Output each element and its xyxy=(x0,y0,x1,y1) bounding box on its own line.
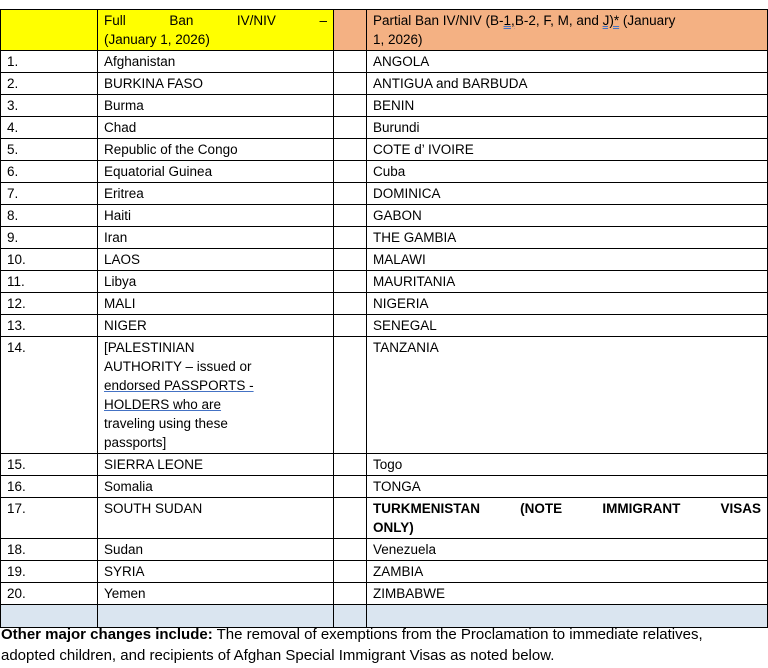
partial-ban-country: MAURITANIA xyxy=(367,271,768,293)
table-row xyxy=(1,95,768,117)
full-ban-country: Sudan xyxy=(98,539,334,561)
full-ban-country-palestinian xyxy=(98,337,334,454)
full-ban-country: Somalia xyxy=(98,476,334,498)
full-ban-country: BURKINA FASO xyxy=(98,73,334,95)
row-number: 16. xyxy=(1,476,98,498)
header-partial-ban-line2: 1, 2026) xyxy=(373,32,423,47)
table-row xyxy=(1,271,768,293)
spacer-cell xyxy=(334,95,367,117)
table-row xyxy=(1,227,768,249)
table-row xyxy=(1,315,768,337)
spacer-cell xyxy=(334,498,367,539)
row-number: 15. xyxy=(1,454,98,476)
partial-ban-country: BENIN xyxy=(367,95,768,117)
partial-ban-country: NIGERIA xyxy=(367,293,768,315)
partial-ban-country: COTE d’ IVOIRE xyxy=(367,139,768,161)
spacer-cell xyxy=(334,271,367,293)
partial-ban-country: Venezuela xyxy=(367,539,768,561)
other-changes-line1 xyxy=(1,624,767,645)
header-number-cell xyxy=(1,10,98,51)
row-number: 14. xyxy=(1,337,98,454)
header-full-ban-line2: (January 1, 2026) xyxy=(104,32,210,47)
table-row xyxy=(1,293,768,315)
table-row xyxy=(1,454,768,476)
spacer-cell xyxy=(334,249,367,271)
header-partial-pre: Partial Ban IV/NIV (B- xyxy=(373,13,504,28)
full-ban-country: NIGER xyxy=(98,315,334,337)
turkmenistan-line2: ONLY) xyxy=(373,520,414,535)
partial-ban-country: ANGOLA xyxy=(367,51,768,73)
table-row xyxy=(1,205,768,227)
row-number: 8. xyxy=(1,205,98,227)
other-changes-line2: adopted children, and recipients of Afghan Special Immigrant Visas as noted below. xyxy=(1,647,555,664)
table-row xyxy=(1,561,768,583)
table-row xyxy=(1,249,768,271)
row-number: 7. xyxy=(1,183,98,205)
partial-ban-country: TANZANIA xyxy=(367,337,768,454)
turkmenistan-line1: TURKMENISTAN (NOTE IMMIGRANT VISAS xyxy=(373,501,761,516)
table-row xyxy=(1,183,768,205)
row-number: 18. xyxy=(1,539,98,561)
spacer-cell xyxy=(334,205,367,227)
ban-table xyxy=(0,9,768,628)
row-number: 3. xyxy=(1,95,98,117)
row-number: 19. xyxy=(1,561,98,583)
spacer-cell xyxy=(334,476,367,498)
table-row xyxy=(1,539,768,561)
spacer-cell xyxy=(334,139,367,161)
table-row xyxy=(1,161,768,183)
header-partial-ban xyxy=(367,10,768,51)
palestinian-underlined: endorsed PASSPORTS - xyxy=(104,378,254,393)
full-ban-country: SOUTH SUDAN xyxy=(98,498,334,539)
partial-ban-country: ZIMBABWE xyxy=(367,583,768,605)
row-number: 5. xyxy=(1,139,98,161)
spacer-cell xyxy=(334,51,367,73)
partial-ban-country: Burundi xyxy=(367,117,768,139)
other-changes-text: The removal of exemptions from the Proclamation to immediate relatives, xyxy=(212,626,703,643)
partial-ban-country: MALAWI xyxy=(367,249,768,271)
full-ban-country: Afghanistan xyxy=(98,51,334,73)
row-number: 12. xyxy=(1,293,98,315)
full-ban-country: Republic of the Congo xyxy=(98,139,334,161)
partial-ban-country: DOMINICA xyxy=(367,183,768,205)
table-row xyxy=(1,51,768,73)
row-number: 11. xyxy=(1,271,98,293)
spacer-cell xyxy=(334,539,367,561)
table-header-row xyxy=(1,10,768,51)
partial-ban-country: Cuba xyxy=(367,161,768,183)
table-row xyxy=(1,73,768,95)
palestinian-line xyxy=(104,376,327,395)
partial-ban-country: SENEGAL xyxy=(367,315,768,337)
row-number: 13. xyxy=(1,315,98,337)
palestinian-underlined: HOLDERS who are xyxy=(104,397,222,412)
full-ban-country: SYRIA xyxy=(98,561,334,583)
spacer-cell xyxy=(334,183,367,205)
full-ban-country: Burma xyxy=(98,95,334,117)
table-row xyxy=(1,117,768,139)
full-ban-country: LAOS xyxy=(98,249,334,271)
row-number: 9. xyxy=(1,227,98,249)
partial-ban-country: ANTIGUA and BARBUDA xyxy=(367,73,768,95)
spacer-cell xyxy=(334,337,367,454)
header-partial-mid: B-2, F, M, and xyxy=(514,13,603,28)
row-number: 20. xyxy=(1,583,98,605)
row-number: 10. xyxy=(1,249,98,271)
partial-ban-country: TONGA xyxy=(367,476,768,498)
spacer-cell xyxy=(334,454,367,476)
spacer-cell xyxy=(334,73,367,95)
header-full-ban xyxy=(98,10,334,51)
spacer-cell xyxy=(334,117,367,139)
spacer-cell xyxy=(334,561,367,583)
row-number: 4. xyxy=(1,117,98,139)
full-ban-country: Haiti xyxy=(98,205,334,227)
full-ban-country: Yemen xyxy=(98,583,334,605)
table-row xyxy=(1,139,768,161)
full-ban-country: Equatorial Guinea xyxy=(98,161,334,183)
other-changes-paragraph xyxy=(1,624,767,666)
header-partial-ban-line1 xyxy=(373,11,761,30)
table-row xyxy=(1,583,768,605)
header-partial-j: J)* xyxy=(602,13,620,28)
full-ban-country: Iran xyxy=(98,227,334,249)
partial-ban-country: ZAMBIA xyxy=(367,561,768,583)
partial-ban-country-turkmenistan xyxy=(367,498,768,539)
full-ban-country: SIERRA LEONE xyxy=(98,454,334,476)
header-full-ban-line1: Full Ban IV/NIV – xyxy=(104,13,327,28)
full-ban-country: MALI xyxy=(98,293,334,315)
spacer-cell xyxy=(334,583,367,605)
spacer-cell xyxy=(334,227,367,249)
header-partial-post: (January xyxy=(619,13,676,28)
full-ban-country: Libya xyxy=(98,271,334,293)
spacer-cell xyxy=(334,293,367,315)
table-row xyxy=(1,476,768,498)
table-row xyxy=(1,498,768,539)
partial-ban-country: THE GAMBIA xyxy=(367,227,768,249)
spacer-cell xyxy=(334,315,367,337)
palestinian-line: [PALESTINIAN xyxy=(104,340,195,355)
palestinian-line: passports] xyxy=(104,435,167,450)
partial-ban-country: Togo xyxy=(367,454,768,476)
palestinian-line xyxy=(104,395,327,414)
palestinian-line: AUTHORITY – issued or xyxy=(104,359,252,374)
header-spacer-cell xyxy=(334,10,367,51)
header-partial-b1: 1, xyxy=(503,13,515,28)
palestinian-line: traveling using these xyxy=(104,416,228,431)
partial-ban-country: GABON xyxy=(367,205,768,227)
full-ban-country: Chad xyxy=(98,117,334,139)
table-row xyxy=(1,337,768,454)
full-ban-country: Eritrea xyxy=(98,183,334,205)
row-number: 6. xyxy=(1,161,98,183)
spacer-cell xyxy=(334,161,367,183)
row-number: 17. xyxy=(1,498,98,539)
other-changes-lead: Other major changes include: xyxy=(1,626,213,643)
row-number: 2. xyxy=(1,73,98,95)
row-number: 1. xyxy=(1,51,98,73)
